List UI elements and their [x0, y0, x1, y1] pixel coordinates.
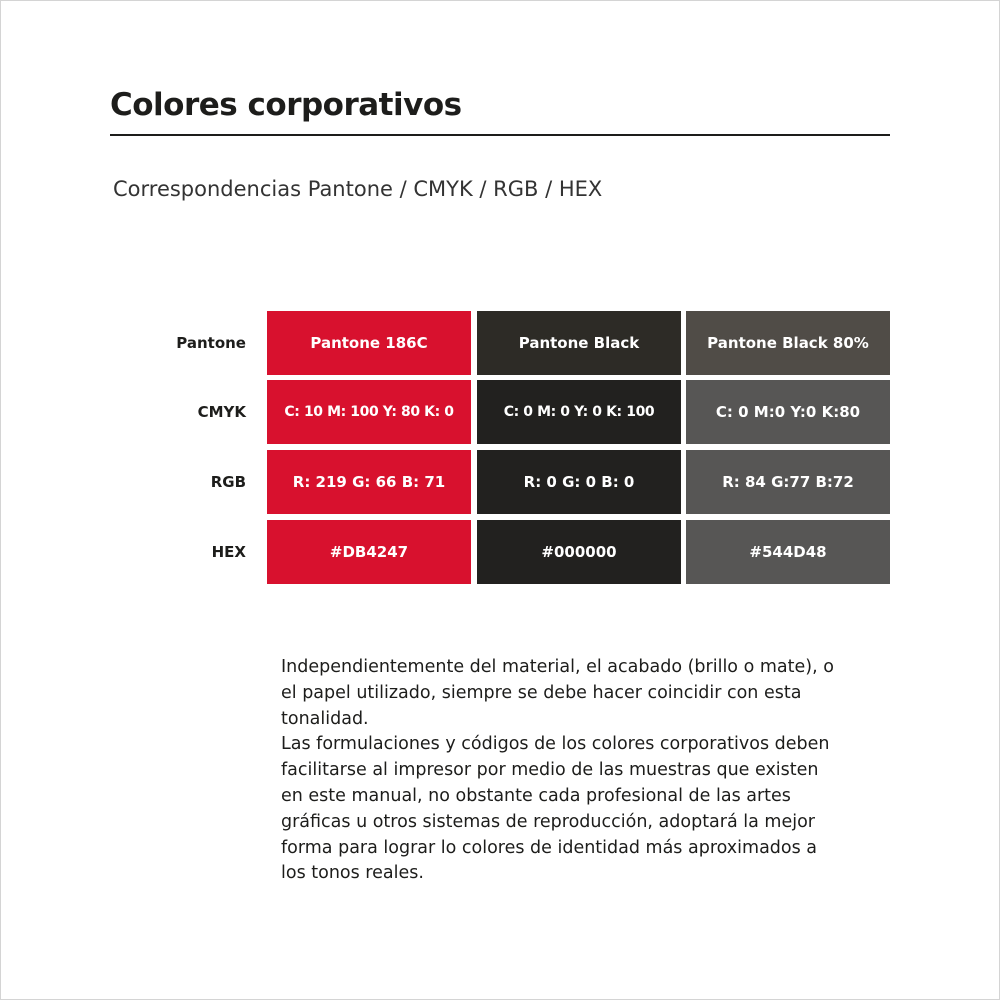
swatch-gray-cmyk: C: 0 M:0 Y:0 K:80	[686, 380, 890, 444]
page-title: Colores corporativos	[110, 87, 462, 123]
row-label-pantone: Pantone	[176, 334, 246, 352]
body-paragraph-2: Las formulaciones y códigos de los colores corporativos deben facilitarse al impresor por medio de las muestras que existen en este manual, no obstante cada profesional de las artes gráficas u otros sistemas de reproducción, adoptará la mejor forma para lograr lo colores de identidad más aproximados a los tonos reales.	[281, 734, 830, 884]
swatch-black-pantone: Pantone Black	[477, 311, 681, 375]
swatch-gray-rgb: R: 84 G:77 B:72	[686, 450, 890, 514]
swatch-red-rgb: R: 219 G: 66 B: 71	[267, 450, 471, 514]
swatch-red-hex: #DB4247	[267, 520, 471, 584]
body-paragraph-1: Independientemente del material, el acabado (brillo o mate), o el papel utilizado, siempre se debe hacer coincidir con esta tonalidad.	[281, 657, 834, 729]
swatch-black-cmyk: C: 0 M: 0 Y: 0 K: 100	[477, 380, 681, 444]
body-text	[281, 655, 841, 887]
row-label-rgb: RGB	[210, 473, 246, 491]
swatch-black-rgb: R: 0 G: 0 B: 0	[477, 450, 681, 514]
row-label-hex: HEX	[211, 543, 246, 561]
row-label-cmyk: CMYK	[197, 403, 246, 421]
swatch-gray-hex: #544D48	[686, 520, 890, 584]
page-subtitle: Correspondencias Pantone / CMYK / RGB / HEX	[113, 177, 603, 201]
title-divider	[110, 134, 890, 136]
swatch-red-pantone: Pantone 186C	[267, 311, 471, 375]
swatch-red-cmyk: C: 10 M: 100 Y: 80 K: 0	[267, 380, 471, 444]
swatch-gray-pantone: Pantone Black 80%	[686, 311, 890, 375]
swatch-black-hex: #000000	[477, 520, 681, 584]
